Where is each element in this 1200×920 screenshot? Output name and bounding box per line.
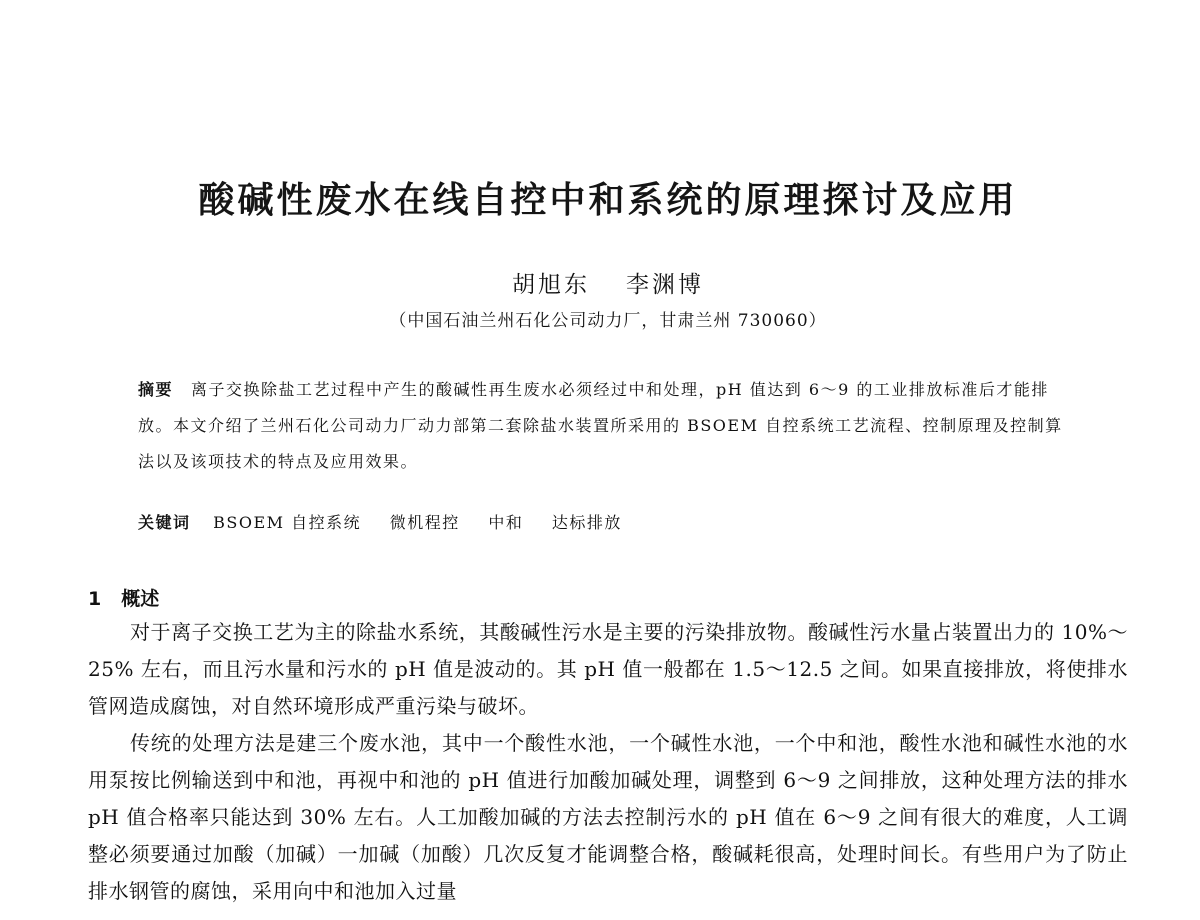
abstract [138,372,1078,480]
keywords-label: 关键词 [138,513,191,532]
keyword: 微机程控 [389,513,460,532]
section-heading [88,584,159,611]
section-number: 1 [88,588,102,610]
paragraph: 对于离子交换工艺为主的除盐水系统，其酸碱性污水是主要的污染排放物。酸碱性污水量占装置出力的 10%～25% 左右，而且污水量和污水的 pH 值是波动的。其 pH 值一般都在 1.5～12.5 之间。如果直接排放，将使排水管网造成腐蚀，对自然环境形成严重污染与破坏。 [88,620,1128,718]
body-text [88,614,1128,910]
affiliation: （中国石油兰州石化公司动力厂，甘肃兰州 730060） [389,311,827,331]
abstract-text: 离子交换除盐工艺过程中产生的酸碱性再生废水必须经过中和处理，pH 值达到 6～9 的工业排放标准后才能排放。本文介绍了兰州石化公司动力厂动力部第二套除盐水装置所采用的 BSOEM 自控系统工艺流程、控制原理及控制算法以及该项技术的特点及应用效果。 [138,380,1063,471]
author-name: 胡旭东 [512,272,590,298]
keywords [138,510,1078,533]
keyword: BSOEM 自控系统 [213,513,362,532]
keyword: 达标排放 [551,513,622,532]
abstract-label: 摘要 [138,380,174,399]
author-list [0,266,1200,299]
keyword: 中和 [488,513,524,532]
section-title: 概述 [121,588,160,610]
paper-title: 酸碱性废水在线自控中和系统的原理探讨及应用 [198,180,1018,221]
paragraph: 传统的处理方法是建三个废水池，其中一个酸性水池，一个碱性水池，一个中和池，酸性水池和碱性水池的水用泵按比例输送到中和池，再视中和池的 pH 值进行加酸加碱处理，调整到 6～9 之间排放，这种处理方法的排水 pH 值合格率只能达到 30% 左右。人工加酸加碱的方法去控制污水的 pH 值在 6～9 之间有很大的难度，人工调整必须要通过加酸（加碱）一加碱（加酸）几次反复才能调整合格，酸碱耗很高，处理时间长。有些用户为了防止排水钢管的腐蚀，采用向中和池加入过量 [88,731,1128,903]
author-name: 李渊博 [626,272,704,298]
